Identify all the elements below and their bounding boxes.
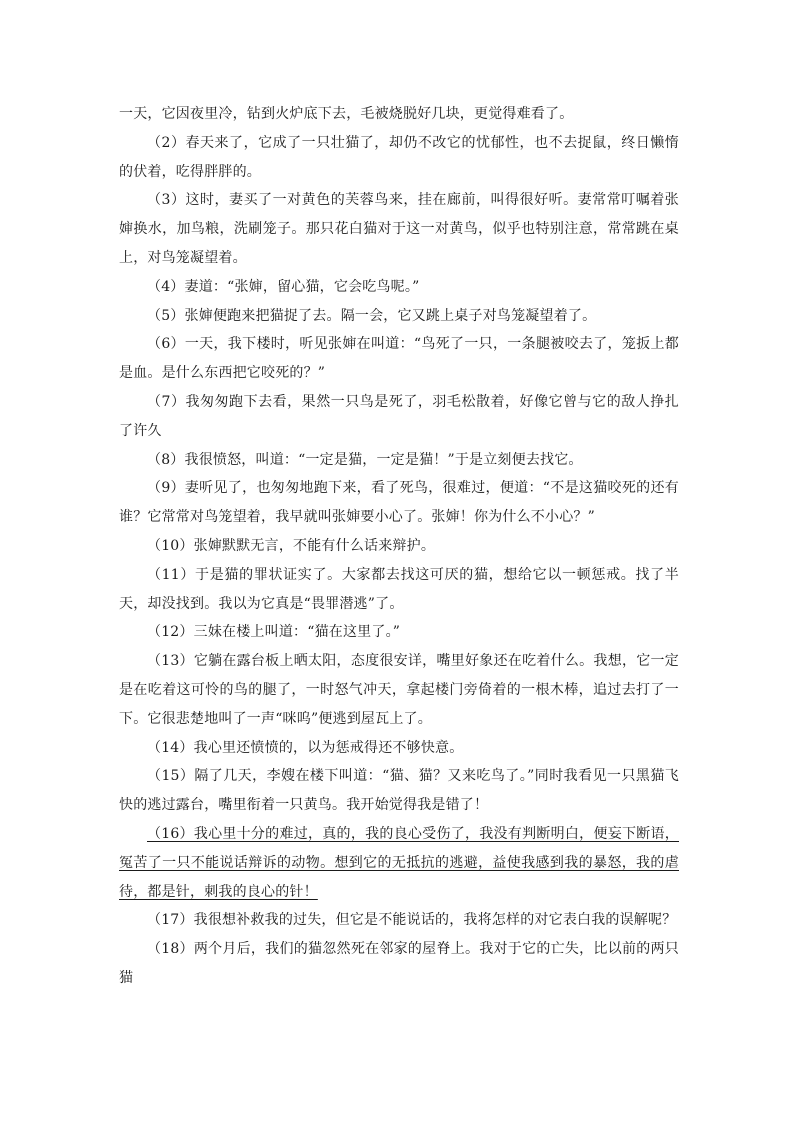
paragraph-15: （15）隔了几天，李嫂在楼下叫道：“猫、猫？又来吃鸟了。”同时我看见一只黑猫飞快的逃过露台，嘴里衔着一只黄鸟。我开始觉得我是错了！ [119, 768, 679, 814]
paragraph-4: （4）妻道：“张婶，留心猫，它会吃鸟呢。” [147, 278, 420, 295]
paragraph-7: （7）我匆匆跑下去看，果然一只鸟是死了，羽毛松散着，好像它曾与它的敌人挣扎了许久 [119, 393, 679, 439]
paragraph-5: （5）张婶便跑来把猫捉了去。隔一会，它又跳上桌子对鸟笼凝望着了。 [147, 307, 597, 324]
paragraph-11: （11）于是猫的罪状证实了。大家都去找这可厌的猫，想给它以一顿惩戒。找了半天，却没找到。我以为它真是“畏罪潜逃”了。 [119, 566, 679, 612]
paragraph-3: （3）这时，妻买了一对黄色的芙蓉鸟来，挂在廊前，叫得很好听。妻常常叮嘱着张婶换水，加鸟粮，洗刷笼子。那只花白猫对于这一对黄鸟，似乎也特别注意，常常跳在桌上，对鸟笼凝望着。 [119, 192, 679, 266]
paragraph-6: （6）一天，我下楼时，听见张婶在叫道：“鸟死了一只，一条腿被咬去了，笼扳上都是血。是什么东西把它咬死的？” [119, 336, 679, 382]
paragraph-continuation: 一天，它因夜里冷，钻到火炉底下去，毛被烧脱好几块，更觉得难看了。 [119, 106, 574, 122]
paragraph-18: （18）两个月后，我们的猫忽然死在邻家的屋脊上。我对于它的亡失，比以前的两只猫 [119, 941, 679, 986]
document-body [119, 100, 679, 993]
paragraph-12: （12）三妹在楼上叫道：“猫在这里了。” [147, 624, 401, 641]
paragraph-17: （17）我很想补救我的过失，但它是不能说话的，我将怎样的对它表白我的误解呢？ [147, 912, 677, 929]
paragraph-8: （8）我很愤怒，叫道：“一定是猫，一定是猫！”于是立刻便去找它。 [147, 451, 583, 468]
underlined-text: （16）我心里十分的难过，真的，我的良心受伤了，我没有判断明白，便妄下断语，冤苦了一只不能说话辩诉的动物。想到它的无抵抗的逃避，益使我感到我的暴怒，我的虐待，都是针，刺我的良心的针！ [119, 825, 679, 900]
paragraph-16-underlined [119, 820, 679, 906]
paragraph-2: （2）春天来了，它成了一只壮猫了，却仍不改它的忧郁性，也不去捉鼠，终日懒惰的伏着，吃得胖胖的。 [119, 134, 679, 180]
paragraph-14: （14）我心里还愤愤的，以为惩戒得还不够快意。 [147, 739, 464, 756]
paragraph-10: （10）张婶默默无言，不能有什么话来辩护。 [147, 537, 436, 554]
paragraph-13: （13）它躺在露台板上晒太阳，态度很安详，嘴里好象还在吃着什么。我想，它一定是在吃着这可怜的鸟的腿了，一时怒气冲天，拿起楼门旁倚着的一根木棒，追过去打了一下。它很悲楚地叫了一声“咪呜”便逃到屋瓦上了。 [119, 653, 679, 727]
paragraph-9: （9）妻听见了，也匆匆地跑下来，看了死鸟，很难过，便道：“不是这猫咬死的还有谁？它常常对鸟笼望着，我早就叫张婶要小心了。张婶！你为什么不小心？” [119, 480, 679, 526]
